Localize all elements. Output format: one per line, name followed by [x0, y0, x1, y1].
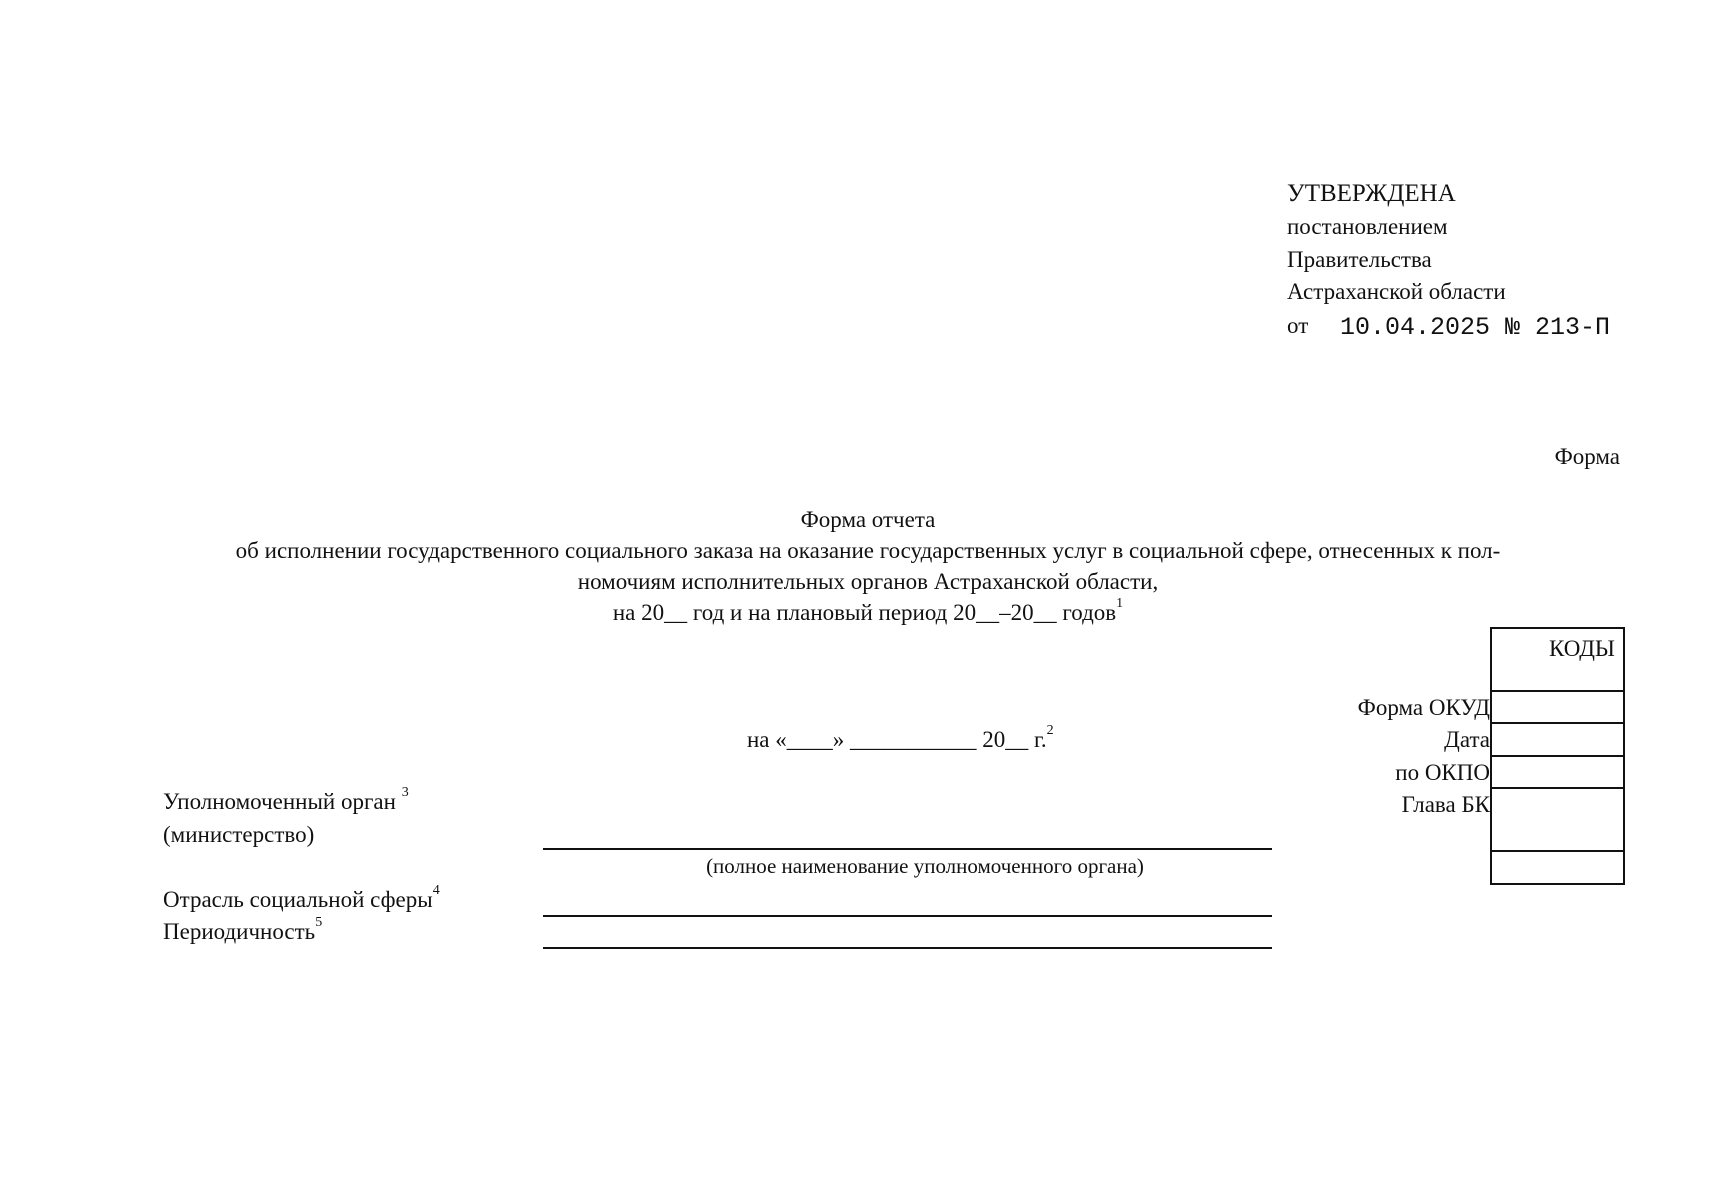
- approval-line: Правительства: [1287, 247, 1432, 272]
- code-label-okud: Форма ОКУД: [1357, 695, 1490, 720]
- title-line: на 20__ год и на плановый период 20__–20__ годов$^1$: [612, 596, 1124, 625]
- footnote-ref: 3: [401, 785, 409, 800]
- title-line: Форма отчета: [800, 507, 936, 532]
- title-line: об исполнении государственного социального заказа на оказание государственных услуг в социальной сфере, отнесенных к пол-: [235, 538, 1501, 563]
- authority-label: Уполномоченный орган $^3$: [163, 785, 409, 814]
- code-label-bk: Глава БК: [1401, 792, 1490, 817]
- form-label: Форма: [1554, 444, 1620, 469]
- code-label-okpo: по ОКПО: [1395, 760, 1490, 785]
- footnote-ref: 2: [1046, 723, 1054, 738]
- footnote-ref: 5: [315, 915, 323, 930]
- period-label: Периодичность$^5$: [163, 915, 323, 944]
- code-cell-extra[interactable]: [1492, 850, 1623, 852]
- authority-label-2: (министерство): [163, 822, 315, 847]
- code-cell-date[interactable]: [1492, 722, 1623, 724]
- title-line: номочиям исполнительных органов Астраханской области,: [577, 569, 1159, 594]
- code-label-date: Дата: [1444, 727, 1490, 752]
- approval-line: постановлением: [1287, 214, 1448, 239]
- sector-label: Отрасль социальной сферы$^4$: [163, 883, 440, 912]
- approval-line: Астраханской области: [1287, 279, 1506, 304]
- codes-table: [1490, 627, 1625, 885]
- approval-heading: УТВЕРЖДЕНА: [1287, 180, 1456, 207]
- code-cell-okpo[interactable]: [1492, 755, 1623, 757]
- approval-date-number: 10.04.2025 № 213-П: [1340, 313, 1611, 342]
- footnote-ref: 1: [1116, 596, 1124, 611]
- sector-input-line[interactable]: [543, 915, 1272, 917]
- code-cell-bk[interactable]: [1492, 787, 1623, 789]
- report-date-line: на «____» ___________ 20__ г.$^2$: [747, 723, 1054, 752]
- authority-caption: (полное наименование уполномоченного органа): [706, 854, 1144, 878]
- code-cell-okud[interactable]: [1492, 690, 1623, 692]
- approval-from-label: от: [1287, 313, 1309, 338]
- footnote-ref: 4: [432, 883, 440, 898]
- authority-input-line[interactable]: [543, 848, 1272, 850]
- period-input-line[interactable]: [543, 947, 1272, 949]
- codes-header: КОДЫ: [1549, 636, 1615, 661]
